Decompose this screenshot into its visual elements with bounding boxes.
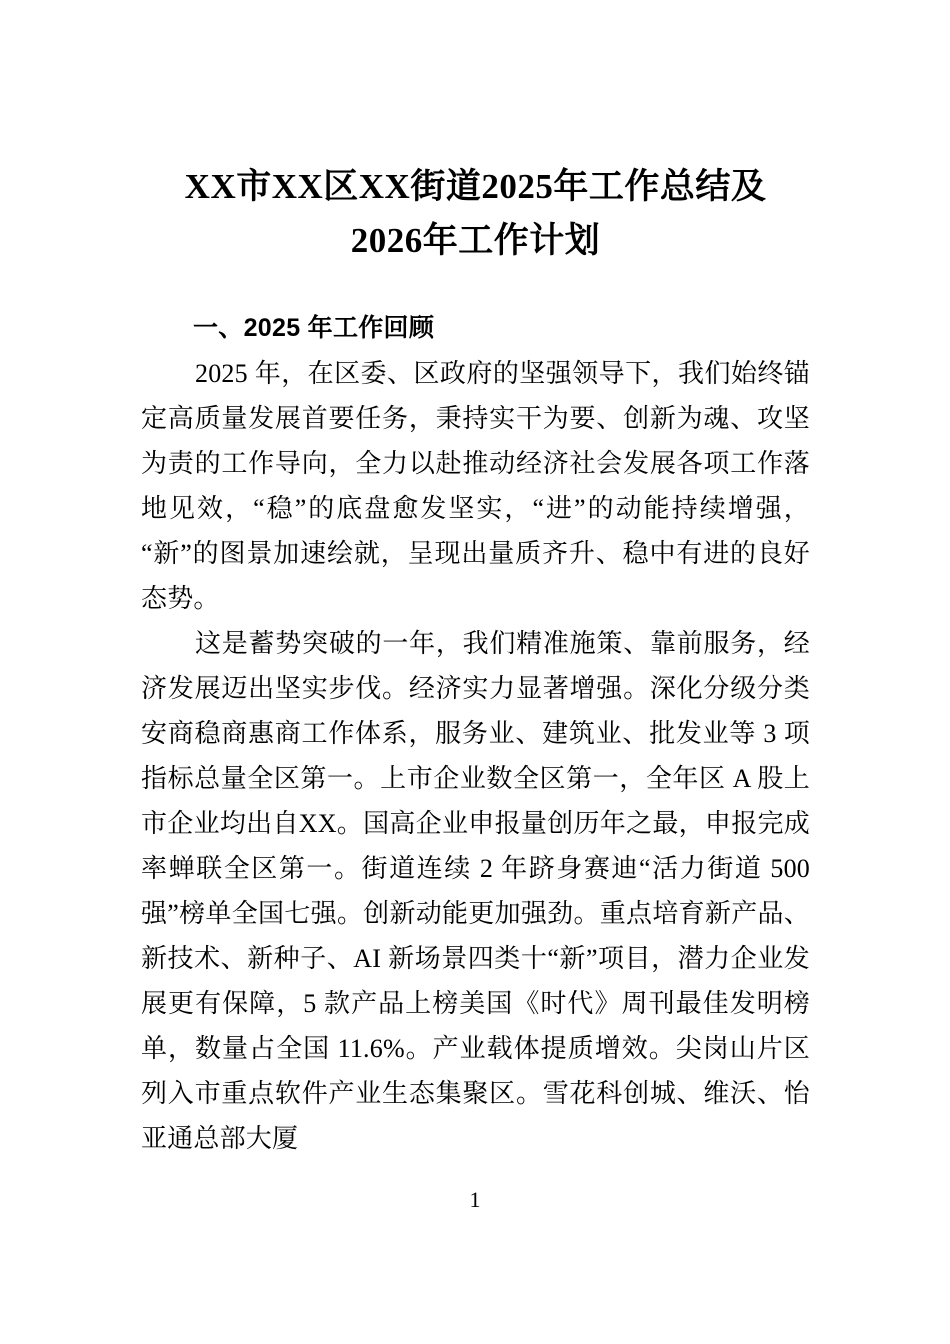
document-title-line-2: 2026年工作计划	[350, 221, 601, 260]
document-title	[141, 0, 810, 268]
page-number: 1	[469, 1187, 481, 1212]
document-title-line-1: XX市XX区XX街道2025年工作总结及	[184, 167, 767, 206]
section-heading-work-review: 一、2025 年工作回顾	[193, 314, 435, 342]
page-content	[141, 0, 810, 1161]
paragraph-economic-development: 这是蓄势突破的一年，我们精准施策、靠前服务，经济发展迈出坚实步伐。经济实力显著增强。深化分级分类安商稳商惠商工作体系，服务业、建筑业、批发业等 3 项指标总量全区第一。上市企业数全区第一，全年区 A 股上市企业均出自XX。国高企业申报量创历年之最，申报完成率蝉联全区第一。街道连续 2 年跻身赛迪“活力街道 500 强”榜单全国七强。创新动能更加强劲。重点培育新产品、新技术、新种子、AI 新场景四类十“新”项目，潜力企业发展更有保障，5 款产品上榜美国《时代》周刊最佳发明榜单，数量占全国 11.6%。产业载体提质增效。尖岗山片区列入市重点软件产业生态集聚区。雪花科创城、维沃、怡亚通总部大厦	[141, 629, 810, 1153]
paragraph-overview: 2025 年，在区委、区政府的坚强领导下，我们始终锚定高质量发展首要任务，秉持实干为要、创新为魂、攻坚为责的工作导向，全力以赴推动经济社会发展各项工作落地见效，“稳”的底盘愈发坚实，“进”的动能持续增强，“新”的图景加速绘就，呈现出量质齐升、稳中有进的良好态势。	[141, 359, 810, 613]
